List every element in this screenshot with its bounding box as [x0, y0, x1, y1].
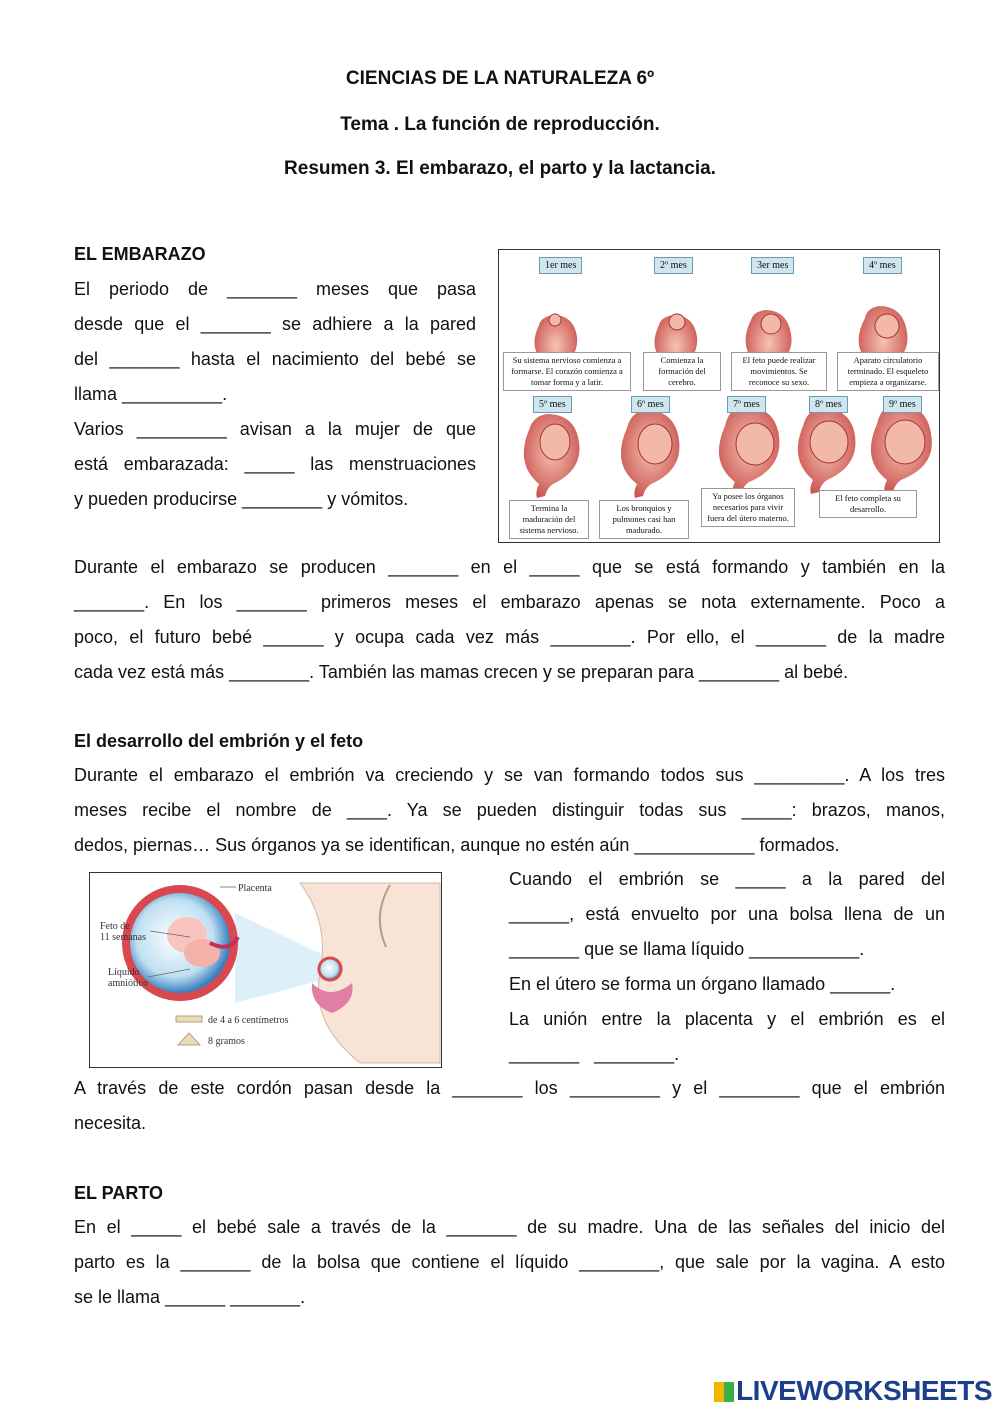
liveworksheets-logo[interactable]	[714, 1375, 992, 1407]
text-line: se le llama ______ _______.	[74, 1287, 306, 1307]
text-line: _______. En los _______ primeros meses el embarazo apenas se nota externamente. Poco a	[74, 592, 945, 612]
logo-squares-icon	[714, 1382, 734, 1402]
month-label: 4º mes	[863, 257, 902, 274]
label-feto-1: Feto de	[100, 921, 130, 932]
desarrollo-closing	[74, 1071, 945, 1141]
uterus-icon	[524, 414, 580, 498]
month-label: 9º mes	[883, 396, 922, 413]
label-weight: 8 gramos	[208, 1036, 245, 1047]
month-caption: El feto puede realizar movimientos. Se reconoce su sexo.	[731, 352, 827, 391]
text-line: ______, está envuelto por una bolsa llena de un	[509, 904, 945, 924]
text-line: llama __________.	[74, 384, 228, 404]
uterus-icon	[871, 404, 932, 494]
desarrollo-paragraph	[74, 758, 945, 863]
text-line: poco, el futuro bebé ______ y ocupa cada vez más ________. Por ello, el _______ de la madre	[74, 627, 945, 647]
month-caption: Termina la maduración del sistema nervioso.	[509, 500, 589, 539]
summary-title: Resumen 3. El embarazo, el parto y la lactancia.	[284, 158, 716, 179]
text-line: En el útero se forma un órgano llamado ______.	[509, 974, 896, 994]
text-line: El periodo de _______ meses que pasa	[74, 279, 476, 299]
text-line: _______ ________.	[509, 1044, 680, 1064]
uterus-icon	[719, 406, 780, 496]
month-label: 7º mes	[727, 396, 766, 413]
section-heading-parto: EL PARTO	[74, 1183, 164, 1203]
text-line: Durante el embarazo el embrión va creciendo y se van formando todos sus _________. A los tres	[74, 765, 945, 785]
logo-text: LIVEWORKSHEETS	[736, 1375, 992, 1406]
month-label: 5º mes	[533, 396, 572, 413]
text-line: La unión entre la placenta y el embrión es el	[509, 1009, 945, 1029]
fetus-illustration	[90, 873, 441, 1067]
text-line: A través de este cordón pasan desde la _______ los _________ y el ________ que el embrión	[74, 1078, 945, 1098]
text-line: Cuando el embrión se _____ a la pared del	[509, 869, 945, 889]
label-size: de 4 a 6 centímetros	[208, 1015, 289, 1026]
month-caption: Ya posee los órganos necesarios para vivir fuera del útero materno.	[701, 488, 795, 527]
text-line: parto es la _______ de la bolsa que contiene el líquido ________, que sale por la vagina. A esto	[74, 1252, 945, 1272]
text-line: _______ que se llama líquido ___________.	[509, 939, 865, 959]
text-line: dedos, piernas… Sus órganos ya se identifican, aunque no estén aún ____________ formados.	[74, 835, 840, 855]
uterus-icon	[621, 410, 680, 498]
text-line: En el _____ el bebé sale a través de la _______ de su madre. Una de las señales del inicio del	[74, 1217, 945, 1237]
section-heading-embarazo: EL EMBARAZO	[74, 244, 206, 264]
label-liquido-1: Líquido	[108, 967, 140, 978]
month-caption: Comienza la formación del cerebro.	[643, 352, 721, 391]
text-line: Durante el embarazo se producen _______ en el _____ que se está formando y también en la	[74, 557, 945, 577]
month-label: 6º mes	[631, 396, 670, 413]
text-line: está embarazada: _____ las menstruaciones	[74, 454, 476, 474]
page-subtitle: Tema . La función de reproducción.	[340, 114, 660, 135]
label-liquido-2: amniótico	[108, 978, 148, 989]
month-caption: El feto completa su desarrollo.	[819, 490, 917, 518]
text-line: cada vez está más ________. También las mamas crecen y se preparan para ________ al bebé.	[74, 662, 849, 682]
text-line: y pueden producirse ________ y vómitos.	[74, 489, 409, 509]
fetus-figure	[89, 872, 442, 1068]
label-feto-2: 11 semanas	[100, 932, 147, 943]
desarrollo-side-text	[509, 862, 945, 1072]
text-line: del _______ hasta el nacimiento del bebé se	[74, 349, 476, 369]
embarazo-intro	[74, 272, 476, 517]
section-heading-desarrollo: El desarrollo del embrión y el feto	[74, 731, 364, 751]
month-label: 8º mes	[809, 396, 848, 413]
text-line: meses recibe el nombre de ____. Ya se pueden distinguir todas sus _____: brazos, manos,	[74, 800, 945, 820]
pregnancy-months-figure	[498, 249, 940, 543]
month-label: 2º mes	[654, 257, 693, 274]
month-label: 1er mes	[539, 257, 582, 274]
text-line: necesita.	[74, 1113, 147, 1133]
month-caption: Aparato circulatorio terminado. El esqueleto empieza a organizarse.	[837, 352, 939, 391]
month-label: 3er mes	[751, 257, 794, 274]
text-line: desde que el _______ se adhiere a la pared	[74, 314, 476, 334]
month-caption: Su sistema nervioso comienza a formarse. El corazón comienza a tomar forma y a latir.	[503, 352, 631, 391]
text-line: Varios _________ avisan a la mujer de que	[74, 419, 476, 439]
page-title: CIENCIAS DE LA NATURALEZA 6º	[345, 68, 655, 89]
label-placenta: Placenta	[238, 883, 272, 894]
embarazo-paragraph	[74, 550, 945, 690]
parto-paragraph	[74, 1210, 945, 1315]
month-caption: Los bronquios y pulmones casi han madurado.	[599, 500, 689, 539]
uterus-icon	[798, 408, 856, 494]
